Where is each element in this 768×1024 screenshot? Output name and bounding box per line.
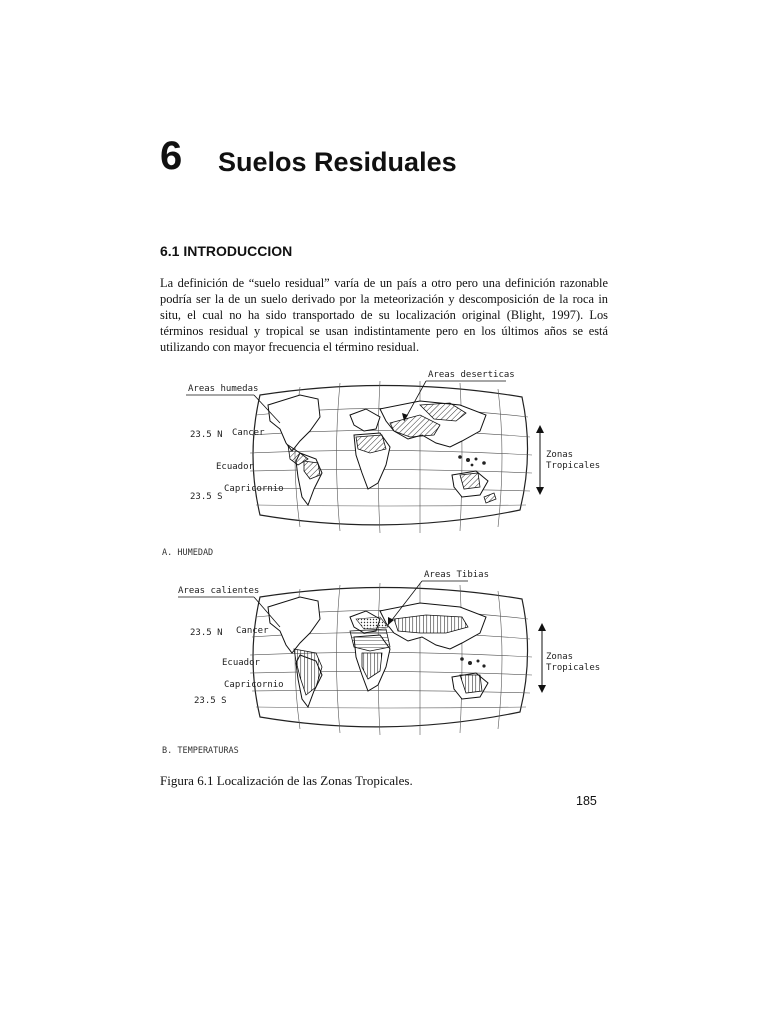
label-lat-north: 23.5 N [190,628,223,638]
label-lat-south: 23.5 S [190,492,223,502]
label-cancer: Cancer [236,626,269,636]
label-areas-deserticas: Areas deserticas [428,370,515,380]
section-heading: 6.1 INTRODUCCION [160,243,293,259]
label-capricornio: Capricornio [224,680,284,690]
label-cancer: Cancer [232,428,265,438]
label-ecuador: Ecuador [216,462,254,472]
label-ecuador: Ecuador [222,658,260,668]
figure-maps [150,365,610,765]
caption-panel-b: B. TEMPERATURAS [162,746,239,756]
label-areas-humedas: Areas humedas [188,384,259,394]
intro-paragraph: La definición de “suelo residual” varía de un país a otro pero una definición razonable podría ser la de un suelo derivado por la meteorización y descomposición de la roca in situ, el cual no ha sido transportado de su localización original (Blight, 1997). Los términos residual y tropical se usan indistintamente pero en los últimos años se está utilizando con mayor frecuencia el término residual. [160,276,608,354]
label-lat-north: 23.5 N [190,430,223,440]
caption-panel-a: A. HUMEDAD [162,548,214,558]
label-tropicales: Tropicales [546,461,601,471]
chapter-number: 6 [160,134,183,178]
label-capricornio: Capricornio [224,484,284,494]
map-panel-temperaturas [162,570,600,756]
label-tropicales: Tropicales [546,663,601,673]
label-lat-south: 23.5 S [194,696,227,706]
map-panel-humedad [162,370,600,558]
figure-tropical-zones [150,365,610,765]
page-number: 185 [576,794,597,808]
chapter-title: Suelos Residuales [218,147,457,177]
figure-caption: Figura 6.1 Localización de las Zonas Tropicales. [160,773,413,788]
label-areas-tibias: Areas Tibias [424,570,490,580]
label-zonas: Zonas [546,450,574,460]
label-areas-calientes: Areas calientes [178,586,260,596]
label-zonas: Zonas [546,652,574,662]
